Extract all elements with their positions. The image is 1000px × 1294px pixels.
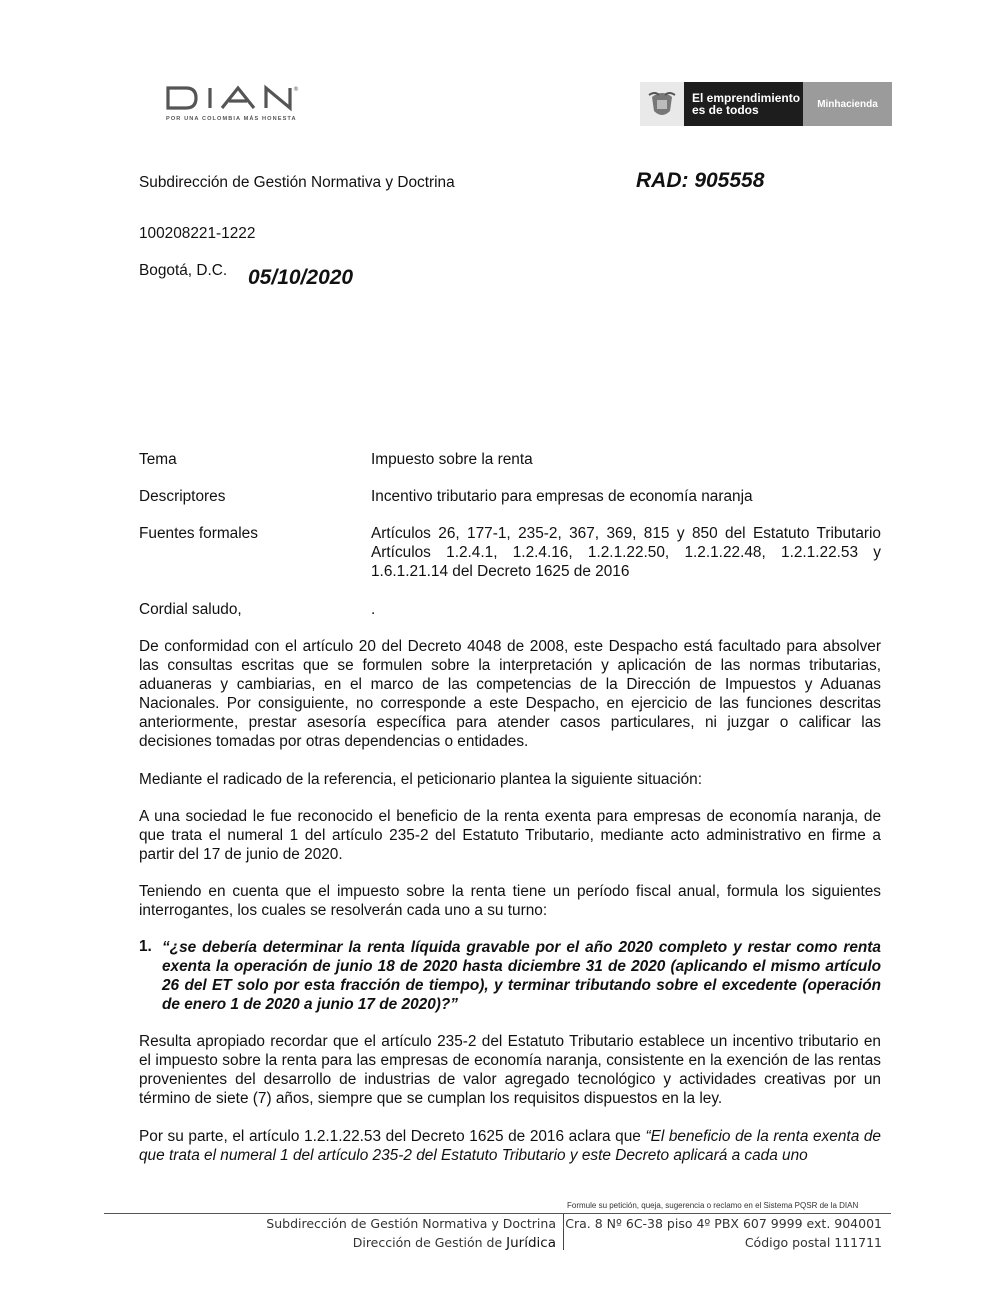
tema-value: Impuesto sobre la renta [371, 451, 533, 468]
footer-address: Cra. 8 Nº 6C-38 piso 4º PBX 607 9999 ext. 904001 [565, 1216, 882, 1231]
pqsr-note: Formule su petición, queja, sugerencia o reclamo en el Sistema PQSR de la DIAN [567, 1201, 859, 1210]
footer-divider [563, 1214, 564, 1250]
dian-logo [166, 82, 326, 128]
tema-label: Tema [139, 451, 177, 468]
city: Bogotá, D.C. [139, 262, 228, 279]
gov-slogan: El emprendimiento es de todos [684, 82, 803, 126]
paragraph-request: Mediante el radicado de la referencia, el peticionario plantea la siguiente situación: [139, 771, 702, 788]
question-number: 1. [139, 938, 152, 955]
fuentes-value: Artículos 26, 177-1, 235-2, 367, 369, 815 y 850 del Estatuto Tributario Artículos 1.2.4.1, 1.2.4.16, 1.2.1.22.50, 1.2.1.22.48, 1.2.1.22.53 y 1.6.1.21.14 del Decreto 1625 de 2016 [371, 525, 881, 580]
office-name: Subdirección de Gestión Normativa y Doctrina [139, 174, 455, 191]
decree-quote: “El beneficio de la renta exenta de que trata el numeral 1 del artículo 235-2 del Estatuto Tributario y este Decreto aplicará a cada uno [139, 1128, 881, 1164]
ministry-name: Minhacienda [803, 82, 892, 126]
footer-postal-code: Código postal 111711 [744, 1235, 882, 1250]
rad-number: RAD: 905558 [636, 169, 765, 192]
paragraph-competence: De conformidad con el artículo 20 del Decreto 4048 de 2008, este Despacho está facultado para absolver las consultas escritas que se formulen sobre la interpretación y aplicación de las normas tributarias, aduaneras y cambiarias, en el marco de las competencias de la Dirección de Impuestos y Aduanas Nacionales. Por consiguiente, no corresponde a este Despacho, en ejercicio de las funciones descritas anteriormente, prestar asesoría específica para atender casos particulares, ni juzgar o calificar las decisiones tomadas por otras dependencias o entidades. [139, 638, 881, 750]
reference-number: 100208221-1222 [139, 225, 256, 242]
paragraph-situation: A una sociedad le fue reconocido el beneficio de la renta exenta para empresas de economía naranja, de que trata el numeral 1 del artículo 235-2 del Estatuto Tributario, mediante acto administrativo en firme a partir del 17 de junio de 2020. [139, 808, 881, 863]
footer-direction: Dirección de Gestión de Jurídica [352, 1235, 556, 1251]
svg-text:®: ® [293, 86, 299, 93]
descriptores-label: Descriptores [139, 488, 226, 505]
greeting: Cordial saludo, [139, 601, 242, 618]
government-banner [640, 82, 892, 126]
paragraph-questions-intro: Teniendo en cuenta que el impuesto sobre la renta tiene un período fiscal anual, formula los siguientes interrogantes, los cuales se resolverán cada uno a su turno: [139, 883, 881, 919]
paragraph-decree [139, 1127, 881, 1165]
footer-rule [104, 1213, 891, 1214]
letter-date: 05/10/2020 [248, 266, 354, 289]
question-text: “¿se debería determinar la renta líquida gravable por el año 2020 completo y restar como renta exenta la operación de junio 18 de 2020 hasta diciembre 31 de 2020 (aplicando el mismo artículo 26 del ET solo por esta fracción de tiempo), y terminar tributando sobre el excedente (operación de enero 1 de 2020 a junio 17 de 2020)?” [162, 939, 881, 1013]
footer-office: Subdirección de Gestión Normativa y Doctrina [266, 1216, 556, 1231]
greeting-dot: . [371, 601, 376, 618]
dian-wordmark-icon [166, 82, 326, 114]
paragraph-article-235-2: Resulta apropiado recordar que el artículo 235-2 del Estatuto Tributario establece un incentivo tributario en el impuesto sobre la renta para las empresas de economía naranja, consistente en la exención de las rentas provenientes del desarrollo de industrias de valor agregado tecnológico y actividades creativas por un término de siete (7) años, siempre que se cumplan los requisitos dispuestos en la ley. [139, 1033, 881, 1107]
descriptores-value: Incentivo tributario para empresas de economía naranja [371, 488, 753, 505]
dian-tagline: POR UNA COLOMBIA MÁS HONESTA [166, 116, 297, 122]
coat-of-arms-icon [640, 82, 684, 126]
decree-text: Por su parte, el artículo 1.2.1.22.53 del Decreto 1625 de 2016 aclara que [139, 1128, 646, 1145]
fuentes-label: Fuentes formales [139, 525, 258, 542]
